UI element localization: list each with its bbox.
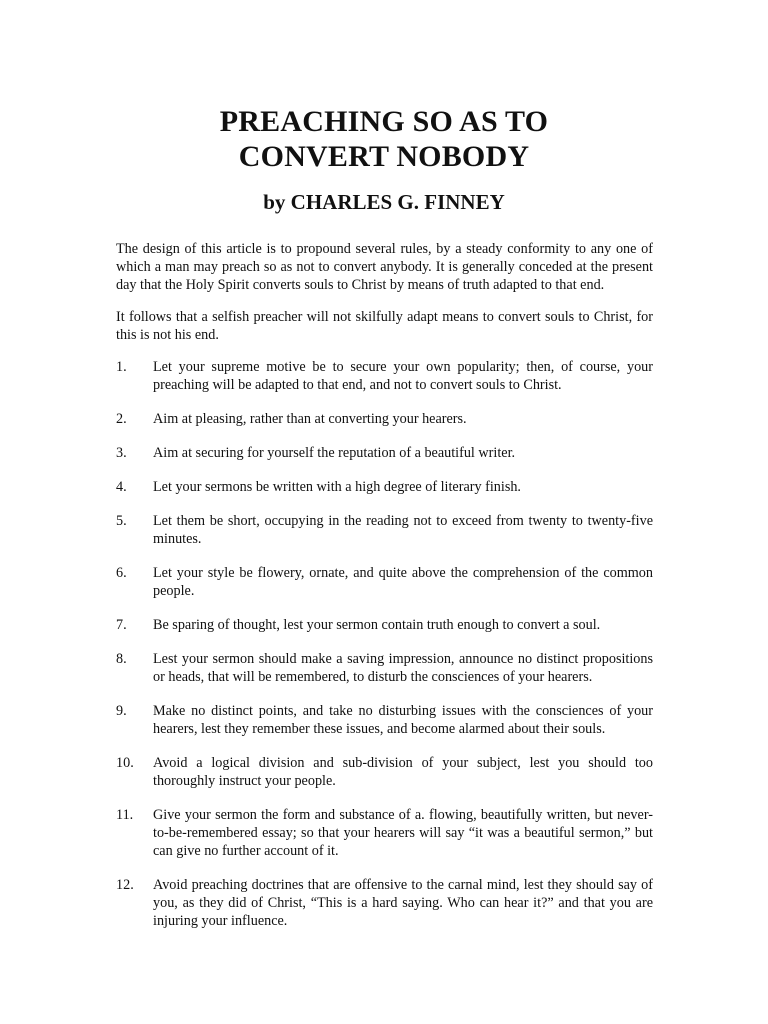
rule-item [116, 616, 653, 634]
rules-list [116, 358, 653, 930]
rule-item [116, 702, 653, 738]
rule-text: Let your supreme motive be to secure your own popularity; then, of course, your preaching will be adapted to that end, and not to convert souls to Christ. [153, 359, 653, 393]
rule-number: 4. [116, 479, 127, 495]
author-byline: by CHARLES G. FINNEY [263, 190, 505, 214]
title-line-2: CONVERT NOBODY [238, 140, 530, 173]
rule-item [116, 444, 653, 462]
rule-text: Make no distinct points, and take no disturbing issues with the consciences of your hearers, lest they remember these issues, and become alarmed about their souls. [153, 703, 653, 737]
rule-item [116, 358, 653, 394]
rule-item [116, 754, 653, 790]
rule-number: 7. [116, 617, 127, 633]
intro-paragraph-1: The design of this article is to propound several rules, by a steady conformity to any one of which a man may preach so as not to convert anybody. It is generally conceded at the present day that the Holy Spirit converts souls to Christ by means of truth adapted to that end. [116, 241, 653, 293]
rule-number: 2. [116, 411, 127, 427]
article-body [116, 240, 653, 946]
rule-text: Let them be short, occupying in the reading not to exceed from twenty to twenty-five minutes. [153, 513, 653, 547]
rule-number: 8. [116, 651, 127, 667]
rule-text: Aim at securing for yourself the reputation of a beautiful writer. [153, 445, 516, 461]
rule-number: 1. [116, 359, 127, 375]
rule-text: Let your style be flowery, ornate, and quite above the comprehension of the common people. [153, 565, 653, 599]
rule-text: Aim at pleasing, rather than at converting your hearers. [153, 411, 467, 427]
rule-text: Let your sermons be written with a high degree of literary finish. [153, 479, 521, 495]
rule-text: Be sparing of thought, lest your sermon contain truth enough to convert a soul. [153, 617, 601, 633]
rule-item [116, 564, 653, 600]
rule-number: 11. [116, 807, 134, 823]
rule-text: Lest your sermon should make a saving impression, announce no distinct propositions or heads, that will be remembered, to disturb the consciences of your hearers. [153, 651, 653, 685]
rule-item [116, 512, 653, 548]
rule-item [116, 410, 653, 428]
intro-paragraph-2: It follows that a selfish preacher will not skilfully adapt means to convert souls to Christ, for this is not his end. [116, 309, 653, 343]
rule-item [116, 650, 653, 686]
rule-number: 12. [116, 877, 134, 893]
rule-number: 3. [116, 445, 127, 461]
title-line-1: PREACHING SO AS TO [219, 105, 549, 138]
rule-number: 5. [116, 513, 127, 529]
document-title [0, 104, 768, 174]
rule-number: 6. [116, 565, 127, 581]
rule-item [116, 876, 653, 930]
rule-text: Avoid preaching doctrines that are offensive to the carnal mind, lest they should say of you, as they did of Christ, “This is a hard saying. Who can hear it?” and that you are injuring your influence. [153, 877, 653, 929]
rule-text: Give your sermon the form and substance of a. flowing, beautifully written, but never-to-be-remembered essay; so that your hearers will say “it was a beautiful sermon,” but can give no further account of it. [153, 807, 653, 859]
rule-number: 9. [116, 703, 127, 719]
rule-item [116, 806, 653, 860]
rule-number: 10. [116, 755, 134, 771]
rule-text: Avoid a logical division and sub-division of your subject, lest you should too thoroughly instruct your people. [153, 755, 653, 789]
rule-item [116, 478, 653, 496]
